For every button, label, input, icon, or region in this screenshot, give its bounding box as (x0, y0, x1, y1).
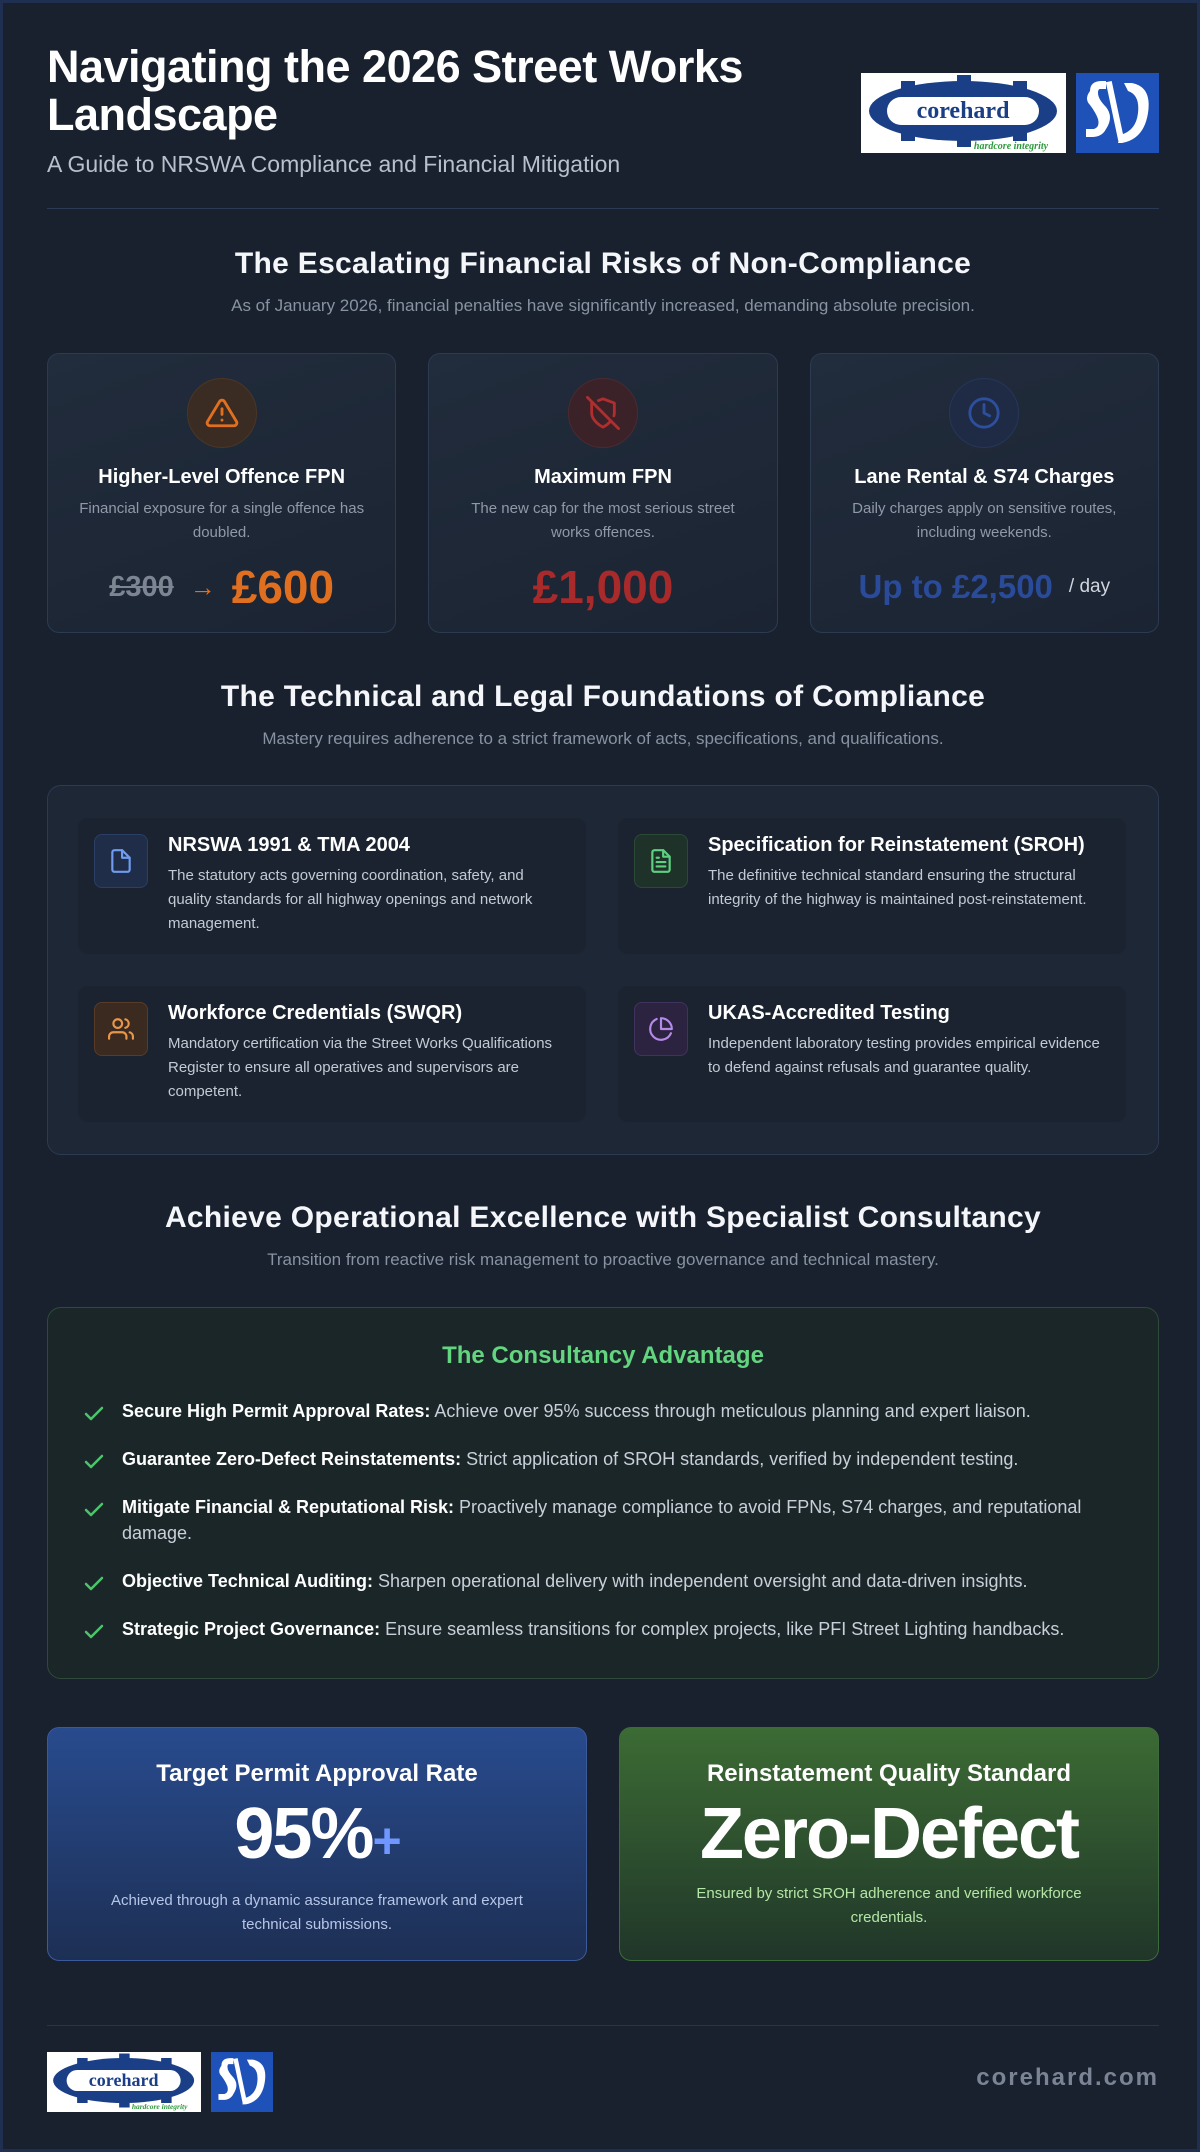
svg-text:corehard: corehard (916, 98, 1010, 124)
document-text-icon (634, 834, 688, 888)
foundation-item-ukas (618, 986, 1126, 1122)
risk-card-desc: Daily charges apply on sensitive routes, including weekends. (852, 500, 1117, 541)
foundation-item-desc: The statutory acts governing coordination, safety, and quality standards for all highway openings and network management. (168, 867, 533, 932)
risk-card-figure (48, 559, 395, 615)
foundation-item-nrswa (78, 818, 586, 954)
foundation-item-title: Specification for Reinstatement (SROH) (708, 834, 1085, 856)
risk-card-title: Higher-Level Offence FPN (98, 466, 346, 488)
new-fpn-value: £600 (231, 561, 335, 613)
approval-rate-value: 95% (234, 1794, 373, 1874)
arrow-right-icon: → (189, 571, 216, 602)
advantage-panel-title: The Consultancy Advantage (442, 1342, 764, 1369)
foundation-item-title: UKAS-Accredited Testing (708, 1002, 950, 1024)
advantage-item (82, 1398, 1132, 1424)
stat-card-approval-rate (47, 1727, 587, 1961)
advantage-lead: Guarantee Zero-Defect Reinstatements: (122, 1449, 462, 1469)
advantage-item (82, 1568, 1132, 1594)
svg-text:hardcore integrity: hardcore integrity (131, 2102, 188, 2111)
check-icon (82, 1402, 106, 1426)
stat-value: Zero-Defect (699, 1794, 1079, 1874)
risk-card-figure (811, 559, 1158, 615)
stat-title: Target Permit Approval Rate (156, 1760, 478, 1787)
foundation-item-sroh (618, 818, 1126, 954)
risk-card-desc: The new cap for the most serious street works offences. (471, 500, 735, 541)
stat-card-quality-standard (619, 1727, 1159, 1961)
check-icon (82, 1572, 106, 1596)
footer-logo-group (47, 2052, 273, 2112)
foundations-section-subtitle: Mastery requires adherence to a strict framework of acts, specifications, and qualifications. (262, 729, 944, 748)
advantage-text: Achieve over 95% success through meticulous planning and expert liaison. (430, 1401, 1031, 1421)
pie-chart-icon (634, 1002, 688, 1056)
advantage-text: Strict application of SROH standards, verified by independent testing. (461, 1449, 1019, 1469)
advantage-item (82, 1494, 1132, 1546)
corehard-logo (47, 2052, 201, 2112)
users-icon (94, 1002, 148, 1056)
risk-card-higher-level-fpn (47, 353, 396, 633)
stat-desc: Ensured by strict SROH adherence and verified workforce credentials. (696, 1885, 1082, 1926)
advantage-lead: Secure High Permit Approval Rates: (122, 1401, 431, 1421)
stat-value (48, 1792, 586, 1883)
foundations-section-title: The Technical and Legal Foundations of Compliance (220, 680, 986, 713)
svg-text:corehard: corehard (88, 2069, 159, 2090)
foundation-item-desc: The definitive technical standard ensuring the structural integrity of the highway is maintained post-reinstatement. (708, 867, 1087, 908)
lane-rental-value: Up to £2,500 (858, 568, 1053, 605)
consultancy-advantage-panel (47, 1307, 1159, 1679)
logo-group (861, 73, 1159, 153)
risks-section-subtitle: As of January 2026, financial penalties have significantly increased, demanding absolute precision. (231, 296, 975, 315)
stat-desc: Achieved through a dynamic assurance framework and expert technical submissions. (111, 1892, 523, 1933)
check-icon (82, 1620, 106, 1644)
approval-rate-plus: + (372, 1813, 400, 1869)
stat-title: Reinstatement Quality Standard (706, 1760, 1072, 1787)
risk-card-figure (429, 559, 776, 615)
website-link[interactable]: corehard.com (976, 2064, 1159, 2091)
foundation-item-title: NRSWA 1991 & TMA 2004 (168, 834, 410, 856)
page-subtitle: A Guide to NRSWA Compliance and Financial Mitigation (47, 151, 621, 177)
max-fpn-value: £1,000 (532, 561, 674, 613)
risk-cards (47, 353, 1159, 633)
advantage-text: Sharpen operational delivery with independent oversight and data-driven insights. (373, 1571, 1028, 1591)
shd-logo (1076, 73, 1159, 153)
advantage-item (82, 1616, 1132, 1642)
foundation-item-title: Workforce Credentials (SWQR) (168, 1002, 463, 1024)
clock-icon (949, 378, 1019, 448)
foundations-panel (47, 785, 1159, 1155)
advantage-item (82, 1446, 1132, 1472)
lane-rental-unit: / day (1068, 576, 1111, 597)
advantage-lead: Mitigate Financial & Reputational Risk: (122, 1497, 455, 1517)
old-fpn-value: £300 (109, 570, 174, 603)
svg-text:hardcore integrity: hardcore integrity (973, 141, 1049, 152)
check-icon (82, 1498, 106, 1522)
risk-card-title: Lane Rental & S74 Charges (854, 466, 1115, 488)
advantage-list (82, 1398, 1132, 1664)
foundation-item-desc: Mandatory certification via the Street Works Qualifications Register to ensure all operatives and supervisors are competent. (168, 1035, 553, 1100)
header (47, 43, 1159, 209)
check-icon (82, 1450, 106, 1474)
risk-card-title: Maximum FPN (534, 466, 672, 488)
consultancy-section-title: Achieve Operational Excellence with Specialist Consultancy (164, 1201, 1042, 1234)
advantage-text: Ensure seamless transitions for complex projects, like PFI Street Lighting handbacks. (380, 1619, 1065, 1639)
risks-section-title: The Escalating Financial Risks of Non-Compliance (234, 247, 972, 280)
warning-triangle-icon (187, 378, 257, 448)
advantage-text: Proactively manage compliance to avoid FPNs, S74 charges, and reputational damage. (122, 1497, 1082, 1543)
document-icon (94, 834, 148, 888)
foundation-item-swqr (78, 986, 586, 1122)
risk-card-desc: Financial exposure for a single offence has doubled. (79, 500, 365, 541)
corehard-logo (861, 73, 1066, 153)
page-title: Navigating the 2026 Street Works Landscape (47, 41, 743, 140)
risk-card-maximum-fpn (428, 353, 777, 633)
shd-logo (211, 2052, 273, 2112)
risk-card-lane-rental (810, 353, 1159, 633)
shield-off-icon (568, 378, 638, 448)
foundation-item-desc: Independent laboratory testing provides empirical evidence to defend against refusals and guarantee quality. (708, 1035, 1100, 1076)
advantage-lead: Strategic Project Governance: (122, 1619, 381, 1639)
consultancy-section-subtitle: Transition from reactive risk management to proactive governance and technical mastery. (267, 1250, 939, 1269)
footer (47, 2025, 1159, 2113)
advantage-lead: Objective Technical Auditing: (122, 1571, 374, 1591)
